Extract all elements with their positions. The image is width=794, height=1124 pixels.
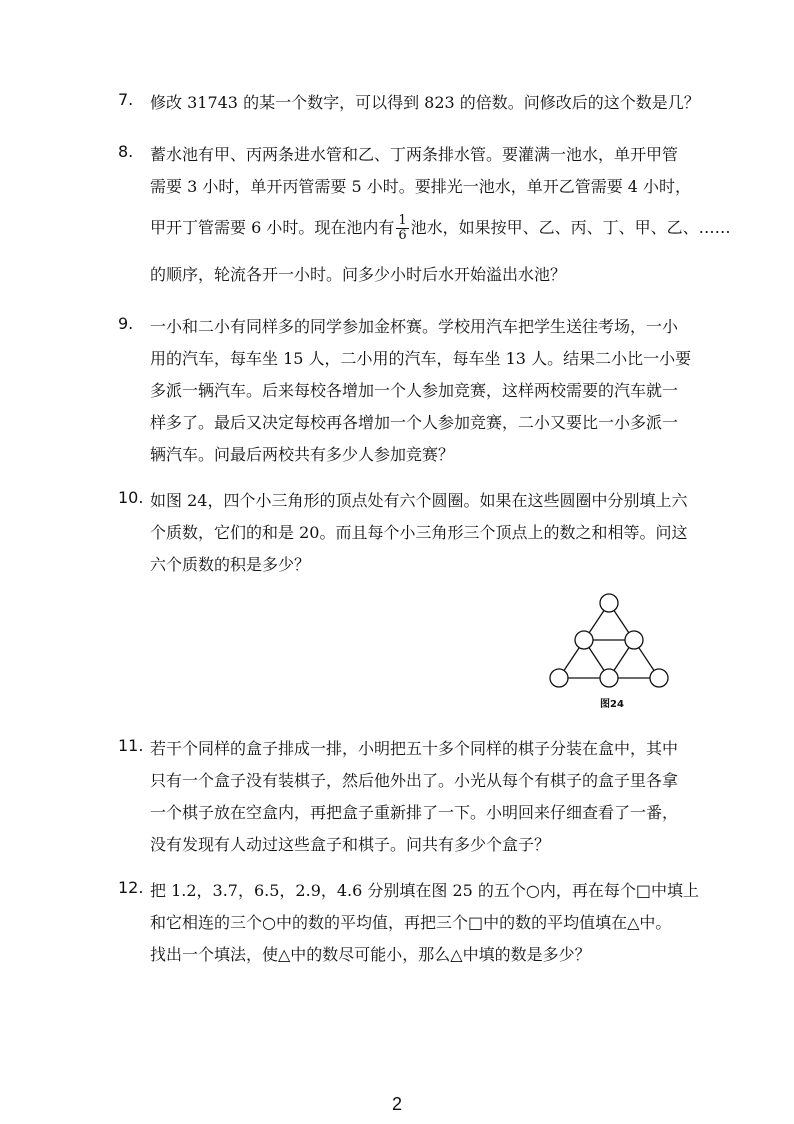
problem-text-line: 辆汽车。问最后两校共有多少人参加竞赛？ (150, 445, 455, 464)
text-before-fraction: 甲开丁管需要 6 小时。现在池内有 (150, 218, 395, 237)
problem-number: 7. (118, 90, 134, 109)
problem-text-line-with-fraction (150, 214, 731, 243)
problem-number: 11. (118, 736, 144, 755)
fraction-numerator: 1 (398, 213, 407, 228)
problem-text-line: 一小和二小有同样多的同学参加金杯赛。学校用汽车把学生送往考场，一小 (150, 317, 679, 336)
problem-text-line: 如图 24，四个小三角形的顶点处有六个圆圈。如果在这些圆圈中分别填上六 (150, 491, 688, 510)
problem-text-line: 和它相连的三个○中的数的平均值，再把三个□中的数的平均值填在△中。 (150, 913, 672, 932)
problem-number: 9. (118, 314, 134, 333)
problem-text-line: 若干个同样的盒子排成一排，小明把五十多个同样的棋子分装在盒中，其中 (150, 739, 679, 758)
problem-text-line: 需要 3 小时，单开丙管需要 5 小时。要排光一池水，单开乙管需要 4 小时， (150, 177, 692, 196)
fraction-denominator: 6 (398, 228, 407, 243)
problem-text-line: 样多了。最后又决定每校再各增加一个人参加竞赛，二小又要比一小多派一 (150, 413, 679, 432)
figure-circle (550, 669, 568, 687)
figure-circle (625, 631, 643, 649)
problem-text-line: 一个棋子放在空盒内，再把盒子重新排了一下。小明回来仔细查看了一番， (150, 803, 679, 822)
problem-text-line: 只有一个盒子没有装棋子，然后他外出了。小光从每个有棋子的盒子里各拿 (150, 771, 679, 790)
problem-text-line: 的顺序，轮流各开一小时。问多少小时后水开始溢出水池？ (150, 265, 567, 284)
problem-text-line: 多派一辆汽车。后来每校各增加一个人参加竞赛，这样两校需要的汽车就一 (150, 381, 679, 400)
problem-text-line: 把 1.2，3.7，6.5，2.9，4.6 分别填在图 25 的五个○内，再在每个□中填上 (150, 881, 700, 900)
figure-circle (600, 594, 618, 612)
figure-circle (600, 669, 618, 687)
problem-number: 10. (118, 488, 144, 507)
problem-text-line: 修改 31743 的某一个数字，可以得到 823 的倍数。问修改后的这个数是几？ (150, 93, 700, 112)
problem-number: 12. (118, 878, 144, 897)
problem-text-line: 找出一个填法，使△中的数尽可能小，那么△中填的数是多少？ (150, 945, 591, 964)
figure-circle (575, 631, 593, 649)
figure-circle (650, 669, 668, 687)
problem-text-line: 个质数，它们的和是 20。而且每个小三角形三个顶点上的数之和相等。问这 (150, 523, 688, 542)
figure-caption: 图24 (600, 699, 624, 710)
text-after-fraction: 池水，如果按甲、乙、丙、丁、甲、乙、…… (410, 218, 731, 237)
problem-text-line: 没有发现有人动过这些盒子和棋子。问共有多少个盒子？ (150, 835, 551, 854)
problem-text-line: 蓄水池有甲、丙两条进水管和乙、丁两条排水管。要灌满一池水，单开甲管 (150, 145, 679, 164)
triangle-circles-figure (546, 590, 686, 710)
fraction-one-sixth (396, 214, 408, 243)
page-number: 2 (391, 1094, 402, 1114)
problem-text-line: 用的汽车，每车坐 15 人，二小用的汽车，每车坐 13 人。结果二小比一小要 (150, 349, 692, 368)
problem-number: 8. (118, 142, 134, 161)
problem-text-line: 六个质数的积是多少？ (150, 555, 311, 574)
